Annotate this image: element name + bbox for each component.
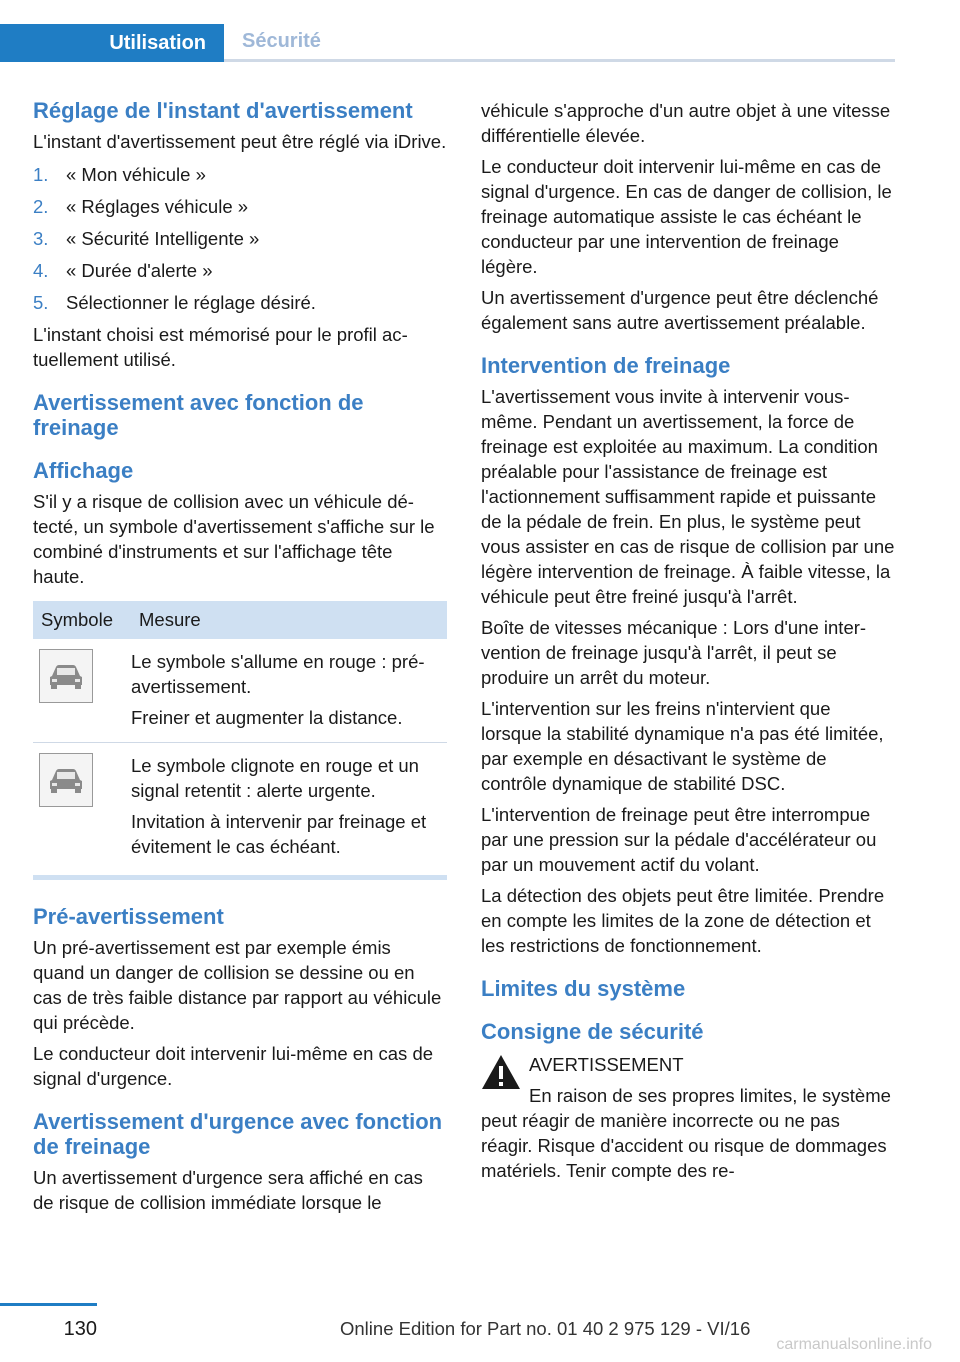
table-row xyxy=(33,639,447,743)
row1-text-b: Freiner et augmenter la distance. xyxy=(131,707,403,728)
heading-pre-avertissement: Pré-avertissement xyxy=(33,904,224,929)
page-number: 130 xyxy=(63,1318,97,1340)
para-memorise: L'instant choisi est mémorisé pour le profil actuellement utilisé. xyxy=(33,324,408,370)
heading-consigne: Consigne de sécurité xyxy=(481,1019,704,1044)
para-boite: Boîte de vitesses mécanique : Lors d'une intervention de freinage jusqu'à l'arrêt, il peut se produire un arrêt du moteur. xyxy=(481,617,867,688)
car-warning-icon xyxy=(39,649,93,703)
list-item: 2. « Réglages véhicule » xyxy=(33,196,249,217)
para-conducteur: Le conducteur doit intervenir lui-même en cas de signal d'urgence. En cas de danger de collision, le freinage automatique assiste le cas échéant le conducteur par une intervention de freinage légère. xyxy=(481,156,892,277)
warning-triangle-icon xyxy=(481,1054,521,1090)
col-mesure: Mesure xyxy=(131,601,447,639)
heading-affichage: Affichage xyxy=(33,458,134,483)
steps-list xyxy=(33,162,447,315)
para-interrompue: L'intervention de freinage peut être interrompue par une pression sur la pédale d'accélérateur ou par un mouvement actif du volant. xyxy=(481,804,877,875)
para-freins: L'intervention sur les freins n'intervient que lorsque la stabilité dynamique n'a pas été limitée, par exemple en désactivant le système de contrôle dynamique de stabilité DSC. xyxy=(481,698,884,794)
right-column xyxy=(481,98,895,1183)
para-declenche: Un avertissement d'urgence peut être déclenché également sans autre avertissement préalable. xyxy=(481,287,879,333)
para-intervention: L'avertissement vous invite à intervenir vous-même. Pendant un avertissement, la force de freinage est exploitée au maximum. La condition préalable pour l'assistance de freinage est l'actionnement suffisamment rapide et puissante de la pédale de frein. En plus, le système peut vous assister en cas de risque de collision par une légère intervention de freinage. À faible vitesse, la véhicule peut être freiné jusqu'à l'arrêt. xyxy=(481,386,895,607)
heading-urgence: Avertissement d'urgence avec fonction de freinage xyxy=(33,1109,443,1159)
heading-intervention: Intervention de freinage xyxy=(481,353,731,378)
para-pre-2: Le conducteur doit intervenir lui-même en cas de signal d'urgence. xyxy=(33,1043,434,1089)
symbol-table xyxy=(33,601,447,871)
list-item: 1. « Mon véhicule » xyxy=(33,164,206,185)
para-urgence: Un avertissement d'urgence sera affiché en cas de risque de collision immédiate lorsque le xyxy=(33,1167,423,1213)
table-row xyxy=(33,743,447,872)
row2-text-a: Le symbole clignote en rouge et un signal retentit : alerte urgente. xyxy=(131,755,419,801)
list-item: 5. Sélectionner le réglage désiré. xyxy=(33,292,316,313)
heading-reglage: Réglage de l'instant d'avertissement xyxy=(33,98,413,123)
heading-avert-freinage: Avertissement avec fonction de freinage xyxy=(33,390,364,440)
row2-text-b: Invitation à intervenir par freinage et évitement le cas échéant. xyxy=(131,811,427,857)
para-reglage: L'instant d'avertissement peut être réglé via iDrive. xyxy=(33,131,447,152)
para-affichage: S'il y a risque de collision avec un véhicule détecté, un symbole d'avertissement s'affiche sur le combiné d'instruments et sur l'affichage tête haute. xyxy=(33,491,435,587)
list-item: 4. « Durée d'alerte » xyxy=(33,260,213,281)
warning-text: En raison de ses propres limites, le système peut réagir de manière incorrecte ou ne pas réagir. Risque d'accident ou risque de dommages matériels. Tenir compte des re- xyxy=(481,1085,891,1181)
tab-securite[interactable]: Sécurité xyxy=(224,24,895,62)
footer-rule xyxy=(0,1303,97,1306)
row1-text-a: Le symbole s'allume en rouge : pré-avertissement. xyxy=(131,651,425,697)
tab-utilisation[interactable]: Utilisation xyxy=(0,24,224,62)
edition-text: Online Edition for Part no. 01 40 2 975 129 - VI/16 xyxy=(340,1318,751,1339)
watermark: carmanualsonline.info xyxy=(776,1336,932,1353)
col-symbole: Symbole xyxy=(33,601,131,639)
warning-title: AVERTISSEMENT xyxy=(529,1054,684,1075)
header-tabs xyxy=(0,24,895,62)
car-warning-icon xyxy=(39,753,93,807)
para-detection: La détection des objets peut être limitée. Prendre en compte les limites de la zone de détection et les restrictions de fonctionnement. xyxy=(481,885,885,956)
heading-limites: Limites du système xyxy=(481,976,686,1001)
left-column xyxy=(33,98,447,1215)
para-cont: véhicule s'approche d'un autre objet à une vitesse différentielle élevée. xyxy=(481,100,891,146)
warning-block xyxy=(481,1052,895,1083)
para-pre-1: Un pré-avertissement est par exemple émis quand un danger de collision se dessine ou en cas de très faible distance par rapport au véhicule qui précède. xyxy=(33,937,442,1033)
list-item: 3. « Sécurité Intelligente » xyxy=(33,228,260,249)
